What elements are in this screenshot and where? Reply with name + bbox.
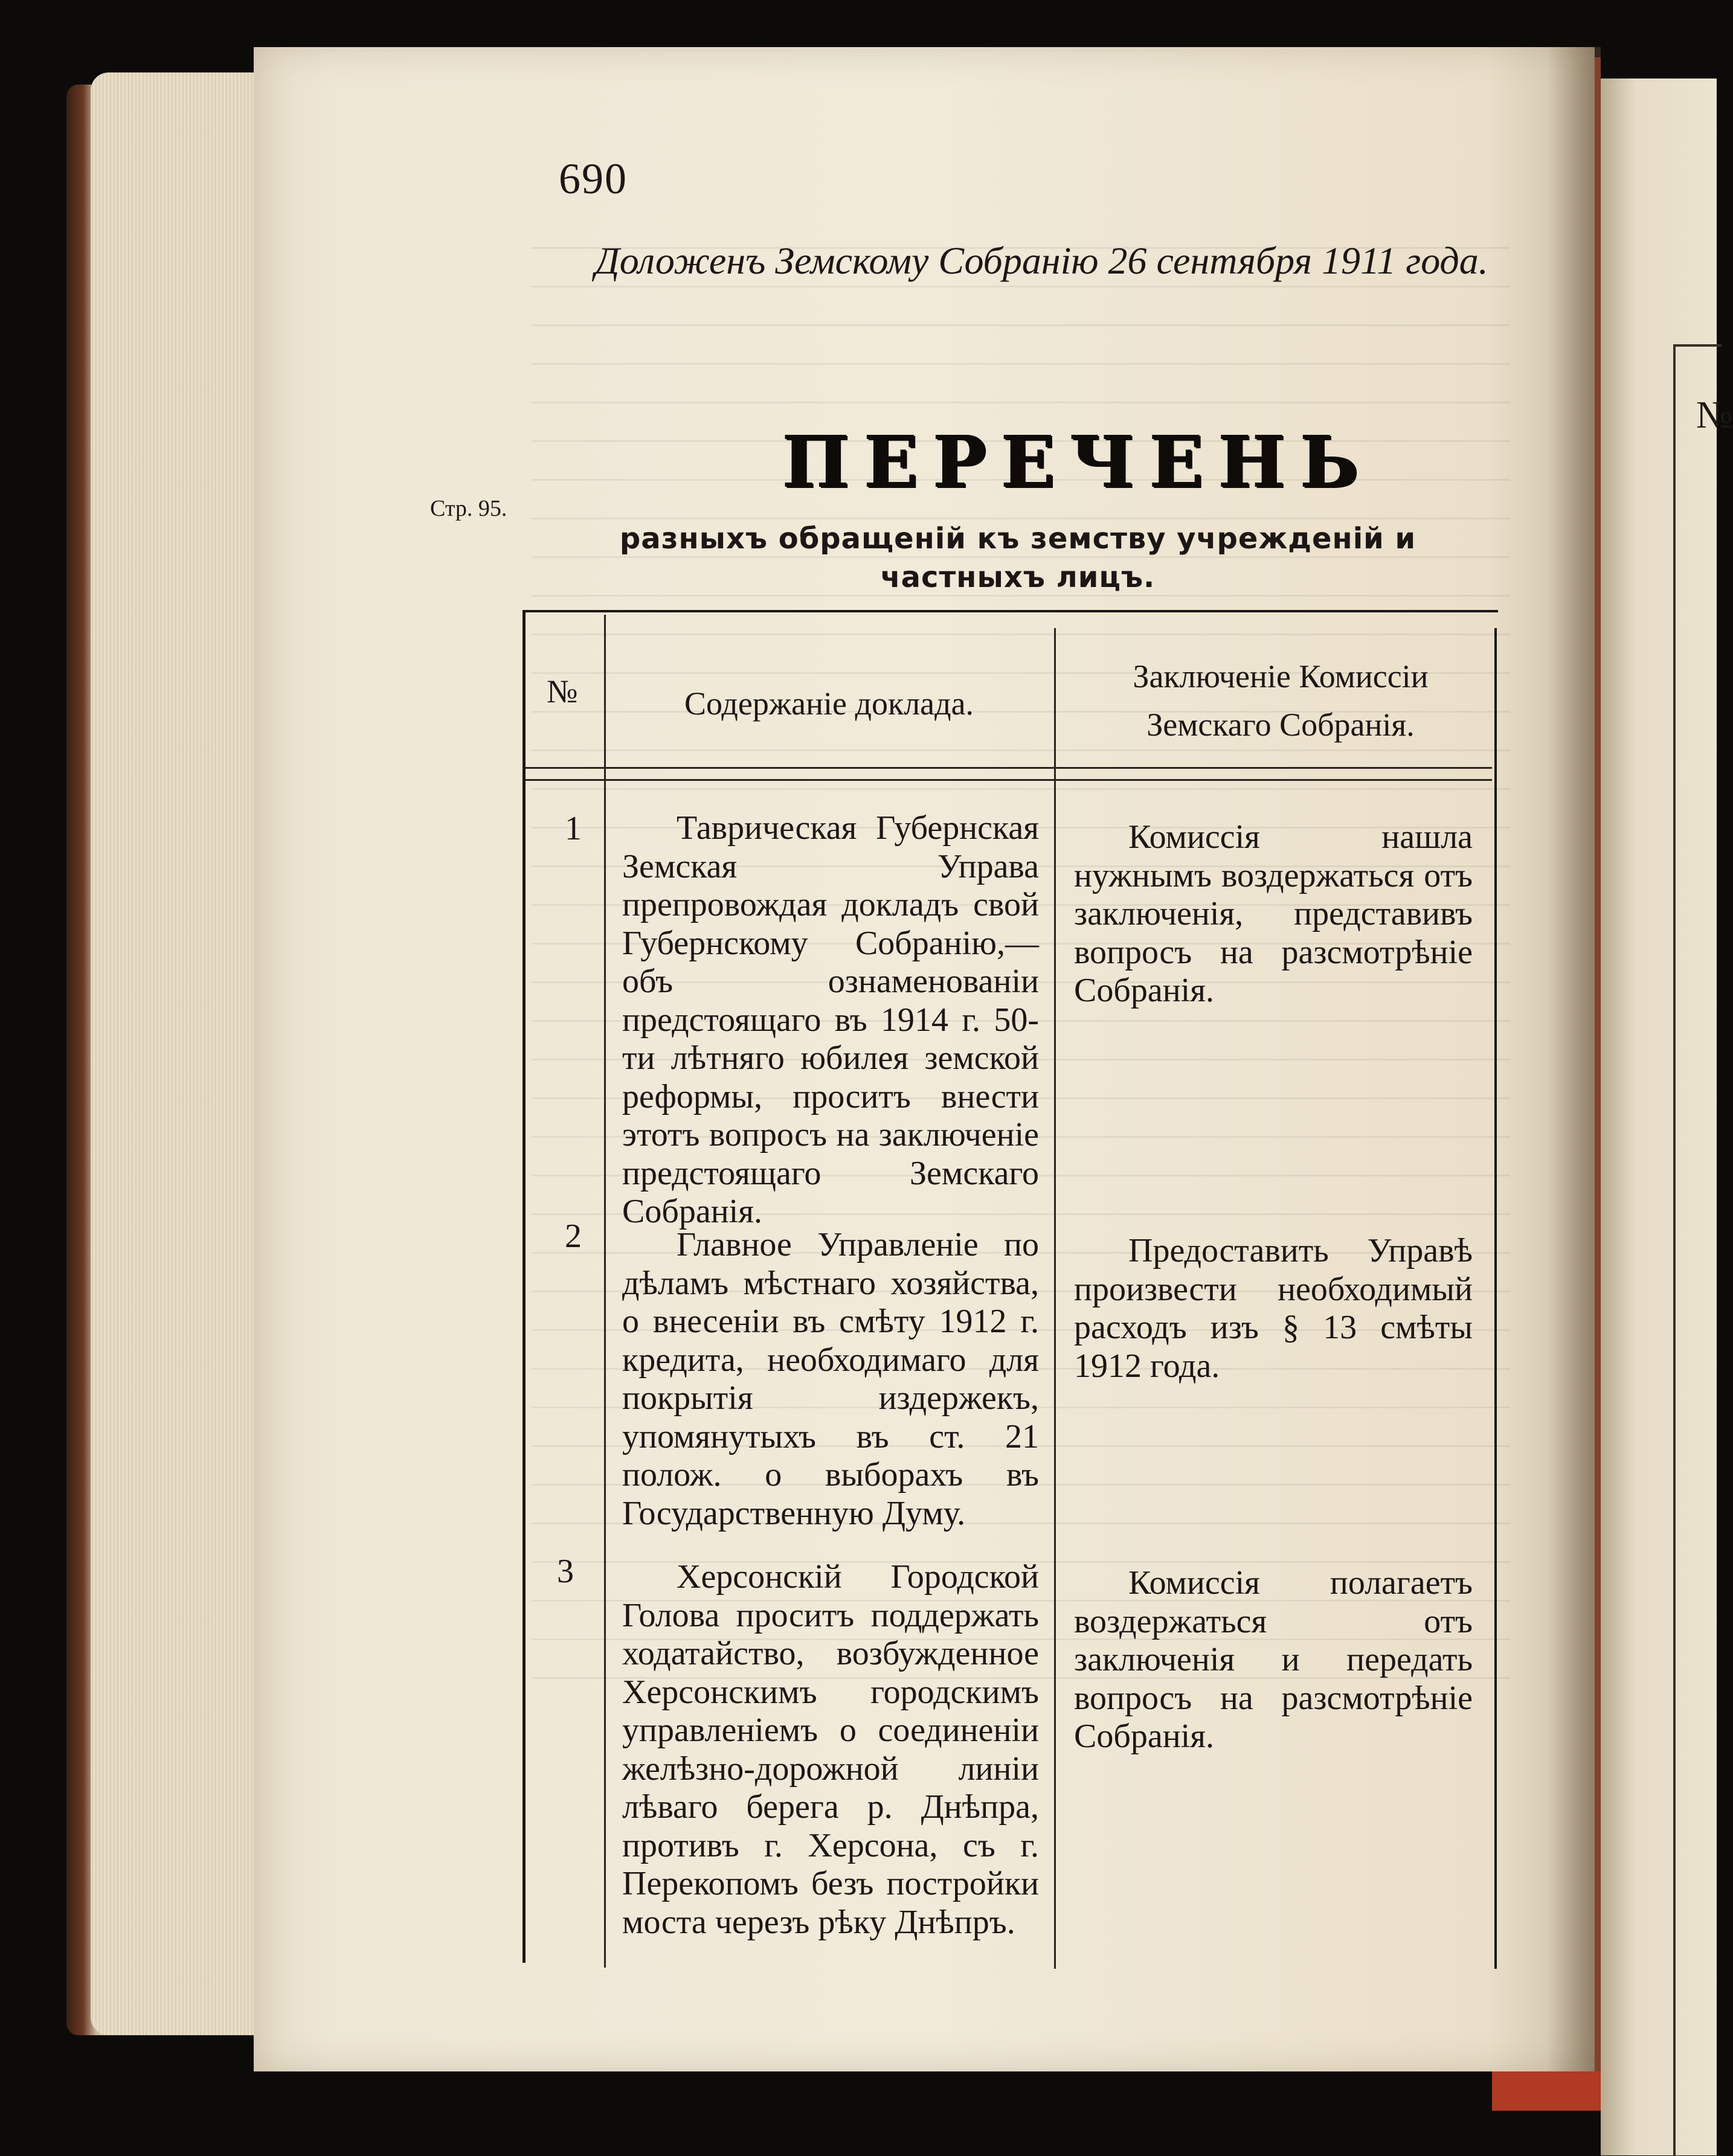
table-column-rule-1 — [604, 615, 606, 1968]
table-header-rule — [526, 767, 1492, 769]
row-3-content: Херсонскій Городской Голова проситъ поддержать ходатайство, возбужденное Херсонскимъ городскимъ управленіемъ о соединеніи желѣзно-дорожной линіи лѣваго берега р. Днѣпра, противъ г. Херсона, съ г. Перекопомъ безъ постройки моста черезъ рѣку Днѣпръ. — [622, 1558, 1039, 1941]
row-2-content: Главное Управленіе по дѣламъ мѣстнаго хозяйства, о внесеніи въ смѣту 1912 г. кредита, необходимаго для покрытія издержекъ, упомянутыхъ въ ст. 21 полож. о выборахъ въ Государственную Думу. — [622, 1226, 1039, 1532]
table-column-rule-2 — [1054, 628, 1056, 1969]
row-3-conclusion: Комиссія полагаетъ воздержаться отъ заключенія и передать вопросъ на разсмотрѣніе Собранія. — [1074, 1564, 1473, 1755]
page-stack — [91, 72, 260, 2035]
row-2-number: 2 — [565, 1218, 582, 1255]
row-1-conclusion: Комиссія нашла нужнымъ воздержаться отъ заключенія, представивъ вопросъ на разсмотрѣніе Собранія. — [1074, 818, 1473, 1009]
table-left-rule — [522, 610, 526, 1963]
column-header-number: № — [547, 673, 578, 710]
document-title: ПЕРЕЧЕНЬ — [782, 420, 1374, 504]
page-number: 690 — [559, 155, 628, 203]
table-header-double-rule — [526, 779, 1492, 781]
column-header-content: Содержаніе доклада. — [684, 685, 974, 722]
table-right-rule — [1494, 628, 1497, 1969]
facing-page-number-header: № — [1696, 393, 1733, 436]
margin-reference: Стр. 95. — [430, 496, 507, 521]
row-3-number: 3 — [557, 1553, 574, 1590]
row-2-conclusion: Предоставить Управѣ произвести необходимый расходъ изъ § 13 смѣты 1912 года. — [1074, 1232, 1473, 1385]
document-heading: разныхъ обращеній къ земству учрежденій и частныхъ лицъ. — [619, 522, 1416, 594]
row-1-content: Таврическая Губернская Земская Управа препровождая докладъ свой Губернскому Собранію,—объ ознаменованіи предстоящаго въ 1914 г. 50-ти лѣтняго юбилея земской реформы, проситъ внести этотъ вопросъ на заключеніе предстоящаго Земскаго Собранія. — [622, 809, 1039, 1230]
facing-page — [1601, 79, 1733, 2155]
facing-page-rule — [1673, 344, 1722, 347]
row-1-number: 1 — [565, 810, 582, 847]
table-top-rule — [526, 610, 1498, 612]
facing-page-column-rule — [1673, 344, 1676, 2156]
column-header-conclusion: Заключеніе Комиссіи Земскаго Собранія. — [1133, 658, 1429, 743]
report-date-line: Доложенъ Земскому Собранію 26 сентября 1911 года. — [595, 239, 1488, 282]
page-gutter — [1546, 47, 1601, 2071]
